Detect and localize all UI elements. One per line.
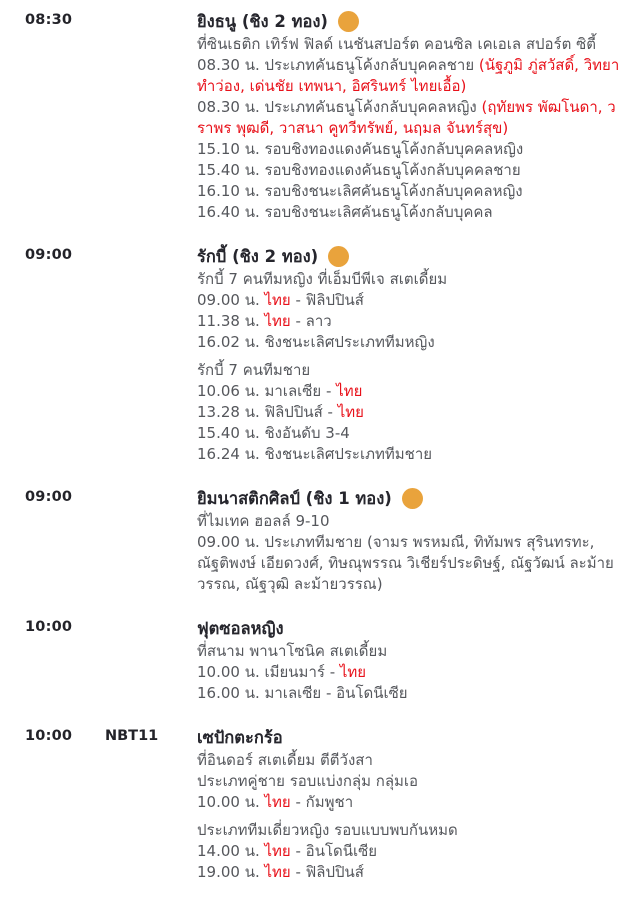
detail-text: 08.30 น. ประเภทคันธนูโค้งกลับบุคคลชาย [197, 56, 479, 74]
thailand-highlight-text: ไทย [264, 842, 291, 860]
channel-label [105, 617, 197, 619]
detail-text: 15.10 น. รอบชิงทองแดงคันธนูโค้งกลับบุคคลหญิง [197, 140, 524, 158]
detail-line [197, 771, 621, 792]
detail-text: - ฟิลิปปินส์ [290, 291, 364, 309]
gold-medal-icon [338, 11, 359, 32]
detail-line [197, 311, 621, 332]
detail-text: 16.10 น. รอบชิงชนะเลิศคันธนูโค้งกลับบุคคลหญิง [197, 182, 523, 200]
gold-medal-icon [328, 246, 349, 267]
detail-line [197, 662, 621, 683]
detail-text: ประเภททีมเดี่ยวหญิง รอบแบบพบกันหมด [197, 821, 458, 839]
event-title-line [197, 487, 621, 510]
detail-line [197, 792, 621, 813]
event-title-line [197, 10, 621, 33]
schedule-list [25, 10, 621, 883]
channel-label [105, 245, 197, 247]
detail-line [197, 332, 621, 353]
event-title: เซปักตะกร้อ [197, 727, 283, 747]
thailand-highlight-text: ไทย [264, 291, 291, 309]
detail-line [197, 423, 621, 444]
channel-label: NBT11 [105, 728, 159, 744]
event-content [197, 617, 621, 704]
thailand-highlight-text: (ฤทัยพร พัฒโนดา, วราพร พุฒดี, วาสนา คูทวีทรัพย์, นฤมล จันทร์สุข) [197, 98, 616, 137]
detail-text: 10.00 น. [197, 793, 265, 811]
time-label: 09:00 [25, 489, 73, 505]
detail-line [197, 683, 621, 704]
detail-paragraph [197, 820, 621, 883]
detail-line [197, 381, 621, 402]
event-content [197, 487, 621, 595]
event-title: ยิมนาสติกศิลป์ (ชิง 1 ทอง) [197, 488, 392, 508]
schedule-row [25, 10, 621, 223]
detail-paragraph [197, 269, 621, 353]
detail-text: รักบี้ 7 คนทีมชาย [197, 361, 311, 379]
detail-text: ที่ไมเทค ฮอลล์ 9-10 [197, 512, 330, 530]
detail-text: ที่อินดอร์ สเตเดี้ยม ตีตีวังสา [197, 751, 373, 769]
detail-text: - อินโดนีเซีย [290, 842, 378, 860]
event-title-line [197, 726, 621, 749]
detail-line [197, 181, 621, 202]
detail-text: - กัมพูชา [290, 793, 354, 811]
detail-text: 19.00 น. [197, 863, 265, 881]
thailand-highlight-text: ไทย [336, 382, 363, 400]
detail-text: ที่สนาม พานาโซนิค สเตเดี้ยม [197, 642, 388, 660]
event-content [197, 245, 621, 465]
detail-text: 14.00 น. [197, 842, 265, 860]
detail-text: 09.00 น. ประเภททีมชาย (จามร พรหมณี, ทิทัมพร สุรินทรทะ, ณัฐติพงษ์ เอียดวงศ์, ทิษณุพรรณ วิเชียร์ประดิษฐ์, ณัฐวัฒน์ ละม้ายวรรณ, ณัฐวุฒิ ละม้ายวรรณ) [197, 533, 614, 593]
detail-text: 09.00 น. [197, 291, 265, 309]
event-content [197, 10, 621, 223]
detail-text: 16.02 น. ชิงชนะเลิศประเภททีมหญิง [197, 333, 435, 351]
detail-text: - ฟิลิปปินส์ [290, 863, 364, 881]
event-title-line [197, 617, 621, 640]
event-title: ฟุตซอลหญิง [197, 618, 284, 638]
detail-line [197, 402, 621, 423]
gold-medal-icon [402, 488, 423, 509]
detail-line [197, 202, 621, 223]
time-label: 08:30 [25, 12, 73, 28]
time-label: 09:00 [25, 247, 73, 263]
event-title-line [197, 245, 621, 268]
event-details [197, 750, 621, 883]
thailand-highlight-text: (นัฐภูมิ ภู่สวัสดิ์, วิทยา ทำว่อง, เด่นชัย เทพนา, อิศรินทร์ ไทยเอื้อ) [197, 56, 620, 95]
event-details [197, 511, 621, 595]
detail-line [197, 34, 621, 55]
detail-text: 11.38 น. [197, 312, 265, 330]
detail-line [197, 55, 621, 97]
detail-line [197, 139, 621, 160]
detail-line [197, 750, 621, 771]
thailand-highlight-text: ไทย [337, 403, 364, 421]
schedule-row [25, 726, 621, 883]
event-title: ยิงธนู (ชิง 2 ทอง) [197, 11, 328, 31]
thailand-highlight-text: ไทย [264, 793, 291, 811]
detail-line [197, 532, 621, 595]
thailand-highlight-text: ไทย [264, 863, 291, 881]
detail-text: 15.40 น. รอบชิงทองแดงคันธนูโค้งกลับบุคคลชาย [197, 161, 521, 179]
detail-text: ที่ซินเธติก เทิร์ฟ ฟิลด์ เนชันสปอร์ต คอนซิล เคเอเล สปอร์ต ซิตี้ [197, 35, 597, 53]
detail-paragraph [197, 360, 621, 465]
detail-text: 16.00 น. มาเลเซีย - อินโดนีเซีย [197, 684, 408, 702]
detail-paragraph [197, 750, 621, 813]
detail-line [197, 820, 621, 841]
event-content [197, 726, 621, 883]
detail-paragraph [197, 34, 621, 223]
schedule-row [25, 487, 621, 595]
detail-text: ประเภทคู่ชาย รอบแบ่งกลุ่ม กลุ่มเอ [197, 772, 419, 790]
schedule-row [25, 617, 621, 704]
detail-text: 16.24 น. ชิงชนะเลิศประเภททีมชาย [197, 445, 433, 463]
schedule-row [25, 245, 621, 465]
detail-line [197, 862, 621, 883]
detail-text: 10.06 น. มาเลเซีย - [197, 382, 337, 400]
time-label: 10:00 [25, 728, 73, 744]
detail-line [197, 97, 621, 139]
channel-label [105, 10, 197, 12]
detail-line [197, 841, 621, 862]
event-title: รักบี้ (ชิง 2 ทอง) [197, 246, 319, 266]
detail-text: 13.28 น. ฟิลิปปินส์ - [197, 403, 338, 421]
detail-text: 16.40 น. รอบชิงชนะเลิศคันธนูโค้งกลับบุคคล [197, 203, 493, 221]
time-label: 10:00 [25, 619, 73, 635]
detail-text: 08.30 น. ประเภทคันธนูโค้งกลับบุคคลหญิง [197, 98, 482, 116]
detail-paragraph [197, 641, 621, 704]
detail-line [197, 444, 621, 465]
event-details [197, 269, 621, 465]
detail-text: รักบี้ 7 คนทีมหญิง ที่เอ็มบีพีเจ สเตเดี้ยม [197, 270, 448, 288]
detail-text: 15.40 น. ชิงอันดับ 3-4 [197, 424, 350, 442]
event-details [197, 641, 621, 704]
thailand-highlight-text: ไทย [264, 312, 291, 330]
detail-line [197, 160, 621, 181]
detail-line [197, 269, 621, 290]
detail-line [197, 641, 621, 662]
detail-line [197, 360, 621, 381]
channel-label [105, 487, 197, 489]
detail-text: 10.00 น. เมียนมาร์ - [197, 663, 340, 681]
detail-text: - ลาว [290, 312, 332, 330]
event-details [197, 34, 621, 223]
detail-line [197, 511, 621, 532]
detail-paragraph [197, 511, 621, 595]
thailand-highlight-text: ไทย [339, 663, 367, 681]
detail-line [197, 290, 621, 311]
